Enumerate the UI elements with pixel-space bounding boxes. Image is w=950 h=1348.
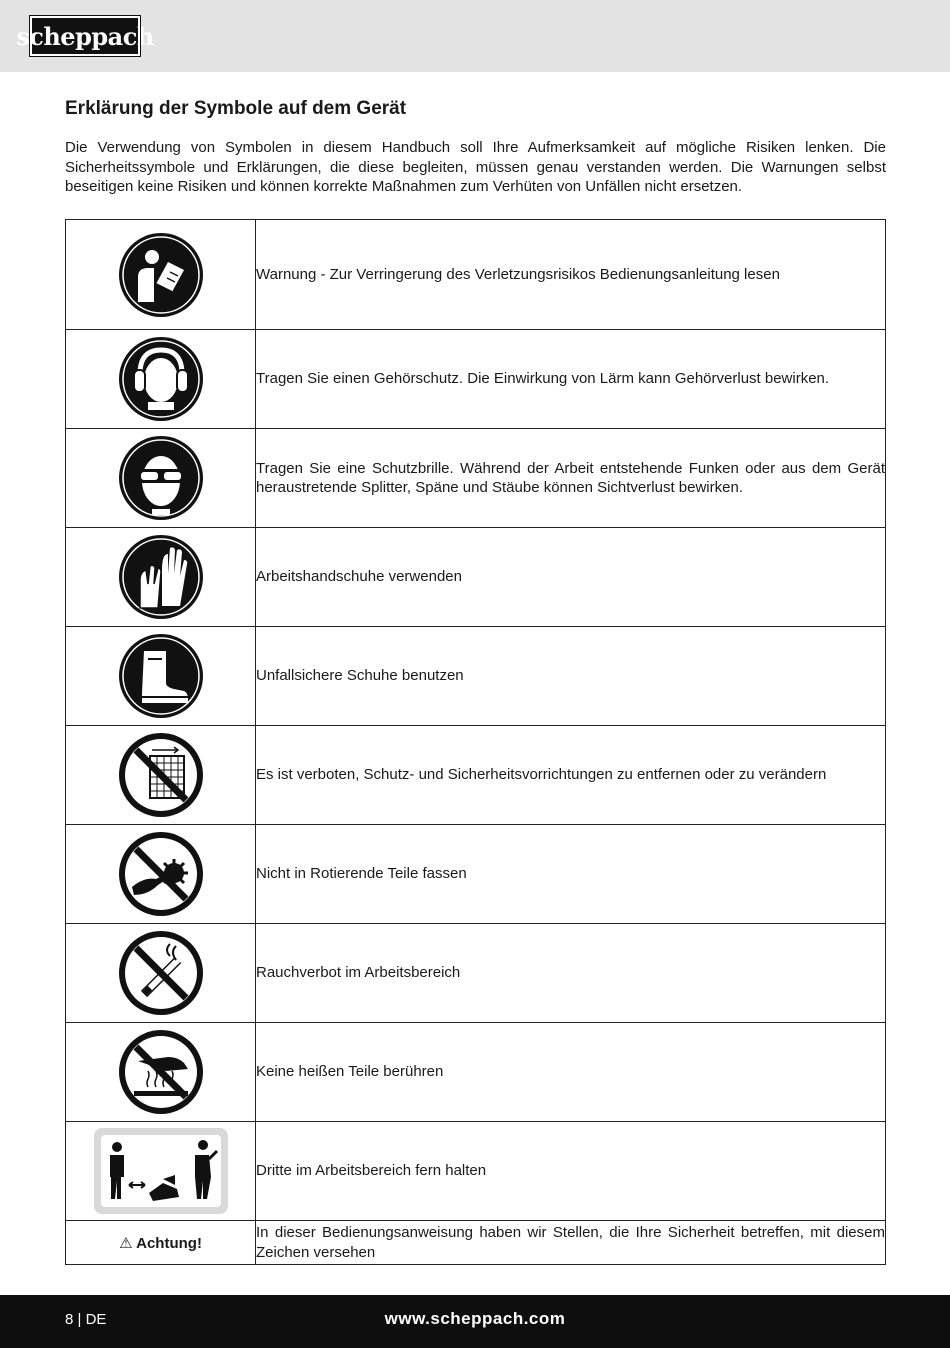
table-row <box>66 1023 886 1122</box>
footer-bar <box>0 1295 950 1348</box>
intro-paragraph: Die Verwendung von Symbolen in diesem Handbuch soll Ihre Aufmerksamkeit auf mögliche Risiken lenken. Die Sicherheitssymbole und Erklärungen, die diese begleiten, müssen genau verstanden werden. Die Warnungen selbst beseitigen keine Risiken und können korrekte Maßnahmen zum Verhüten von Unfällen nicht ersetzen. <box>65 139 886 195</box>
header-bar <box>0 0 950 72</box>
page-title: Erklärung der Symbole auf dem Gerät <box>65 98 407 119</box>
attention-text: In dieser Bedienungsanweisung haben wir Stellen, die Ihre Sicherheit betreffen, mit diesem Zeichen versehen <box>256 1221 886 1265</box>
table-row <box>66 924 886 1023</box>
row-text: Tragen Sie eine Schutzbrille. Während der Arbeit entstehende Funken oder aus dem Gerät heraustretende Splitter, Späne und Stäube können Sichtverlust bewirken. <box>256 429 886 528</box>
attention-label: ⚠ Achtung! <box>66 1221 256 1265</box>
symbols-table <box>65 219 886 1265</box>
no-hot-surface-icon <box>118 1029 204 1115</box>
row-text: Nicht in Rotierende Teile fassen <box>256 825 886 924</box>
row-text: Tragen Sie einen Gehörschutz. Die Einwirkung von Lärm kann Gehörverlust bewirken. <box>256 330 886 429</box>
safety-goggles-icon <box>118 435 204 521</box>
row-text: Dritte im Arbeitsbereich fern halten <box>256 1122 886 1221</box>
page-number: 8 | DE <box>65 1311 107 1328</box>
table-row <box>66 825 886 924</box>
row-text: Rauchverbot im Arbeitsbereich <box>256 924 886 1023</box>
gloves-icon <box>118 534 204 620</box>
table-row <box>66 1122 886 1221</box>
table-row <box>66 429 886 528</box>
row-text: Es ist verboten, Schutz- und Sicherheitsvorrichtungen zu entfernen oder zu verändern <box>256 726 886 825</box>
keep-bystanders-away-icon <box>93 1127 229 1215</box>
row-text: Unfallsichere Schuhe benutzen <box>256 627 886 726</box>
safety-shoes-icon <box>118 633 204 719</box>
website-link[interactable]: www.scheppach.com <box>384 1309 566 1328</box>
table-row <box>66 726 886 825</box>
row-text: Arbeitshandschuhe verwenden <box>256 528 886 627</box>
table-row <box>66 528 886 627</box>
ear-protection-icon <box>118 336 204 422</box>
row-text: Keine heißen Teile berühren <box>256 1023 886 1122</box>
table-row <box>66 1221 886 1265</box>
table-row <box>66 220 886 330</box>
scheppach-logo: scheppach <box>30 16 140 56</box>
row-text: Warnung - Zur Verringerung des Verletzungsrisikos Bedienungsanleitung lesen <box>256 220 886 330</box>
no-rotating-parts-icon <box>118 831 204 917</box>
table-row <box>66 330 886 429</box>
no-smoking-icon <box>118 930 204 1016</box>
table-row <box>66 627 886 726</box>
read-manual-icon <box>118 232 204 318</box>
no-guard-removal-icon <box>118 732 204 818</box>
